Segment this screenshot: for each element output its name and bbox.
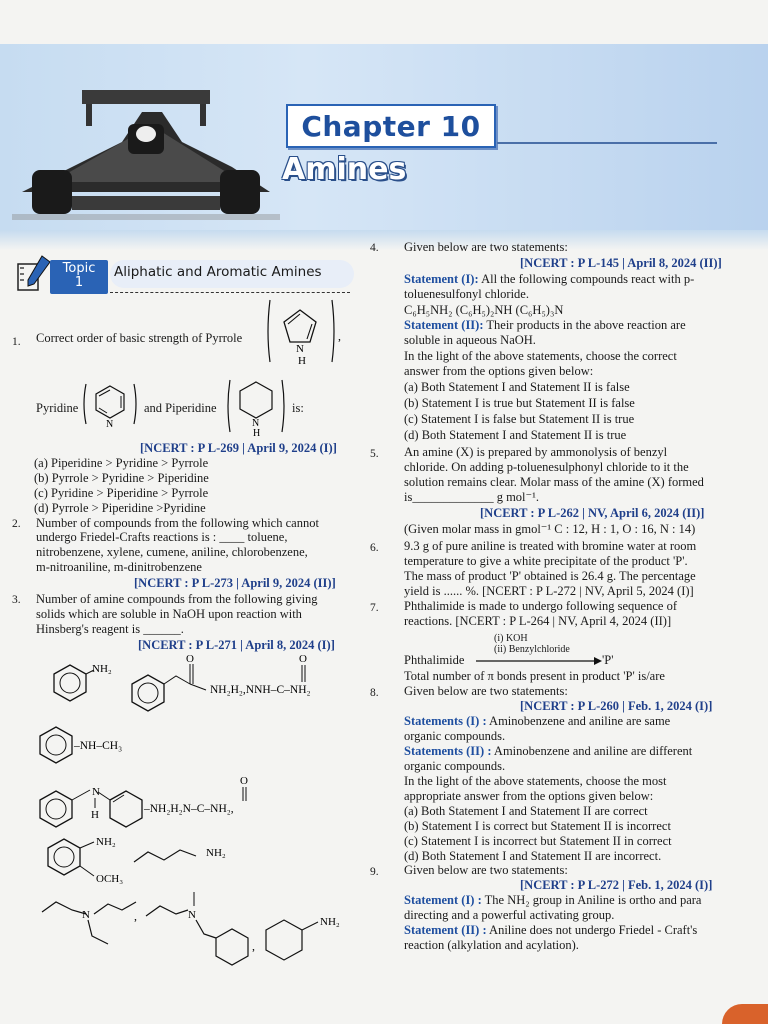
aniline-structure <box>54 663 112 701</box>
pyrrole-structure <box>266 296 350 368</box>
pyridine-n-label: N <box>106 419 114 428</box>
svg-text:,: , <box>252 939 255 953</box>
cyclohexylamine-nh2: NH₂ <box>320 916 340 928</box>
cyclo-n: N <box>188 909 196 921</box>
q8-option-a: (a) Both Statement I and Statement II are correct <box>404 804 648 818</box>
aryl-amine-structure <box>40 775 248 827</box>
topic-title: Aliphatic and Aromatic Amines <box>114 264 322 280</box>
q1-text: Correct order of basic strength of Pyrrole <box>36 331 243 345</box>
q3-number: 3. <box>12 594 21 606</box>
q7-number: 7. <box>370 602 379 614</box>
chapter-label: Chapter 10 <box>301 109 481 143</box>
q4-statement1-label: Statement (I): <box>404 272 479 286</box>
q7-line-1: Phthalimide is made to undergo following sequence of <box>404 599 677 613</box>
q1-reference: [NCERT : P L-269 | April 9, 2024 (I)] <box>140 441 337 455</box>
q4-option-b: (b) Statement I is true but Statement II is false <box>404 396 635 410</box>
q4-statement1-cont: toluenesulfonyl chloride. <box>404 287 529 301</box>
aryl-n: N <box>92 786 100 798</box>
q4-compounds: C₆H₅NH₂ (C₆H₅)₂NH (C₆H₅)₃N <box>404 303 564 317</box>
q8-statement1-label: Statements (I) : <box>404 714 487 728</box>
q3-line-2: solids which are soluble in NaOH upon reaction with <box>36 607 302 621</box>
q9-statement1-text: The NH₂ group in Aniline is ortho and para <box>481 893 702 907</box>
q7-question: Total number of π bonds present in product 'P' is/are <box>404 669 665 683</box>
acetophenone-structure <box>132 653 206 711</box>
q4-reference: [NCERT : P L-145 | April 8, 2024 (II)] <box>520 256 722 270</box>
q9-statement1-cont: directing and a powerful activating group. <box>404 908 615 922</box>
q2-reference: [NCERT : P L-273 | April 9, 2024 (II)] <box>134 576 336 590</box>
q5-line-4: is_____________ g mol⁻¹. <box>404 490 540 504</box>
page-corner-decoration <box>722 1004 768 1024</box>
q3-line-1: Number of amine compounds from the following giving <box>36 592 318 606</box>
q4-instruction-1: In the light of the above statements, choose the correct <box>404 349 677 363</box>
q9-statement2-cont: reaction (alkylation and acylation). <box>404 938 579 952</box>
q8-instruction-2: appropriate answer from the options given below: <box>404 789 654 803</box>
race-car-illustration <box>12 72 280 222</box>
nhch3-text: –NH–CH₃ <box>74 740 123 752</box>
aniline-nh2: NH₂ <box>92 663 112 675</box>
semicarbazide-o: O <box>299 653 307 665</box>
q4-statement2-cont: soluble in aqueous NaOH. <box>404 333 536 347</box>
q7-line-2: reactions. [NCERT : P L-264 | NV, April 4, 2024 (II)] <box>404 614 672 628</box>
topic-badge <box>50 260 108 294</box>
q4-instruction-2: answer from the options given below: <box>404 364 594 378</box>
reaction-arrow <box>476 656 602 666</box>
pyrrole-h-label: H <box>298 355 306 367</box>
topic-divider <box>110 292 350 293</box>
pyrrole-n-label: N <box>296 343 304 355</box>
q4-statement2-text: Their products in the above reaction are <box>483 318 686 332</box>
piperidine-h-label: H <box>253 428 261 438</box>
q5-reference: [NCERT : P L-262 | NV, April 6, 2024 (II)] <box>480 506 705 520</box>
q1-option-d: (d) Pyrrole > Piperidine >Pyridine <box>34 501 206 515</box>
chapter-label-box <box>286 104 496 148</box>
tea-n: N <box>82 909 90 921</box>
q2-line-2: undergo Friedel-Crafts reactions is : ____ toluene, <box>36 530 288 544</box>
q6-number: 6. <box>370 542 379 554</box>
pyridine-structure <box>82 380 142 428</box>
pencil-icon <box>16 254 52 294</box>
semicarbazide-text: –NH₂H₂N–C–NH₂, <box>144 803 234 815</box>
q2-line-1: Number of compounds from the following which cannot <box>36 516 319 530</box>
q4-statement2-label: Statement (II): <box>404 318 484 332</box>
q8-reference: [NCERT : P L-260 | Feb. 1, 2024 (I)] <box>520 699 713 713</box>
cyclohexylmethyl-amine-structure <box>146 892 255 965</box>
hydrazide-text: NH₂H₂,NNH–C–NH₂ <box>210 684 311 696</box>
chapter-underline <box>497 142 717 144</box>
q8-statement2-text: Aminobenzene and aniline are different <box>491 744 693 758</box>
q9-number: 9. <box>370 866 379 878</box>
q7-reactant: Phthalimide <box>404 653 465 667</box>
q8-statement2-label: Statements (II) : <box>404 744 492 758</box>
q7-product: 'P' <box>602 653 614 667</box>
q2-line-3: nitrobenzene, xylene, cumene, aniline, chlorobenzene, <box>36 545 308 559</box>
q3-reference: [NCERT : P L-271 | April 8, 2024 (I)] <box>138 638 335 652</box>
banner-fade <box>0 230 768 250</box>
anisidine-och3: OCH₃ <box>96 873 124 885</box>
o-anisidine-structure <box>48 836 123 885</box>
q4-option-c: (c) Statement I is false but Statement II is true <box>404 412 635 426</box>
q8-option-b: (b) Statement I is correct but Statement II is incorrect <box>404 819 671 833</box>
q6-line-3: The mass of product 'P' obtained is 26.4 g. The percentage <box>404 569 696 583</box>
q4-intro: Given below are two statements: <box>404 240 568 254</box>
n-methylaniline-structure <box>40 727 122 763</box>
q1-option-c: (c) Pyridine > Piperidine > Pyrrole <box>34 486 209 500</box>
topic-header <box>16 254 356 296</box>
q8-statement2-cont: organic compounds. <box>404 759 506 773</box>
q8-instruction-1: In the light of the above statements, choose the most <box>404 774 667 788</box>
q4-number: 4. <box>370 242 379 254</box>
q5-number: 5. <box>370 448 379 460</box>
q5-line-3: solution remains clear. Molar mass of the amine (X) formed <box>404 475 704 489</box>
q1-option-a: (a) Piperidine > Pyridine > Pyrrole <box>34 456 209 470</box>
q4-option-a: (a) Both Statement I and Statement II is false <box>404 380 630 394</box>
q7-reagent-2: (ii) Benzylchloride <box>494 644 570 655</box>
q5-line-2: chloride. On adding p-toluenesulphonyl chloride to it the <box>404 460 689 474</box>
q1-pyridine-label: Pyridine <box>36 401 79 415</box>
q1-option-b: (b) Pyrrole > Pyridine > Piperidine <box>34 471 209 485</box>
q8-statement1-text: Aminobenzene and aniline are same <box>486 714 671 728</box>
q8-statement1-cont: organic compounds. <box>404 729 506 743</box>
semicarbazide-o2: O <box>240 775 248 787</box>
q6-line-4: yield is ...... %. [NCERT : P L-272 | NV, April 5, 2024 (I)] <box>404 584 694 598</box>
svg-text:,: , <box>134 909 137 923</box>
q2-line-4: m-nitroaniline, m-dinitrobenzene <box>36 560 202 574</box>
chapter-title: Amines <box>282 152 407 187</box>
aryl-h: H <box>91 809 99 821</box>
q6-line-1: 9.3 g of pure aniline is treated with bromine water at room <box>404 539 697 553</box>
q9-reference: [NCERT : P L-272 | Feb. 1, 2024 (I)] <box>520 878 713 892</box>
q4-option-d: (d) Both Statement I and Statement II is true <box>404 428 627 442</box>
butylamine-nh2: NH₂ <box>206 847 226 859</box>
q5-line-1: An amine (X) is prepared by ammonolysis of benzyl <box>404 445 668 459</box>
q5-given: (Given molar mass in gmol⁻¹ C : 12, H : 1, O : 16, N : 14) <box>404 522 696 536</box>
q9-intro: Given below are two statements: <box>404 863 568 877</box>
q2-number: 2. <box>12 518 21 530</box>
q8-option-d: (d) Both Statement I and Statement II are incorrect. <box>404 849 662 863</box>
q3-line-3: Hinsberg's reagent is ______. <box>36 622 184 636</box>
ketone-o: O <box>186 653 194 665</box>
q1-number: 1. <box>12 336 21 348</box>
triethylamine-structure <box>42 902 137 944</box>
q9-statement2-text: Aniline does not undergo Friedel - Craft's <box>486 923 698 937</box>
q9-statement2-label: Statement (II) : <box>404 923 487 937</box>
q7-reagent-1: (i) KOH <box>494 633 528 644</box>
q1-piperidine-label: and Piperidine <box>144 401 217 415</box>
topic-badge-label: Topic 1 <box>62 261 96 290</box>
piperidine-structure <box>226 376 290 438</box>
q6-line-2: temperature to give a white precipitate of the product 'P'. <box>404 554 688 568</box>
piperidine-n-label: N <box>252 418 260 429</box>
q1-is-label: is: <box>292 401 304 415</box>
q8-intro: Given below are two statements: <box>404 684 568 698</box>
q9-statement1-label: Statement (I) : <box>404 893 482 907</box>
butylamine-structure <box>134 847 226 862</box>
q8-option-c: (c) Statement I is incorrect but Statement II in correct <box>404 834 672 848</box>
svg-text:,: , <box>338 329 341 343</box>
anisidine-nh2: NH₂ <box>96 836 116 848</box>
q4-statement1-text: All the following compounds react with p- <box>478 272 695 286</box>
q8-number: 8. <box>370 687 379 699</box>
cyclohexylamine-structure <box>266 916 340 960</box>
q3-structures <box>34 652 354 970</box>
